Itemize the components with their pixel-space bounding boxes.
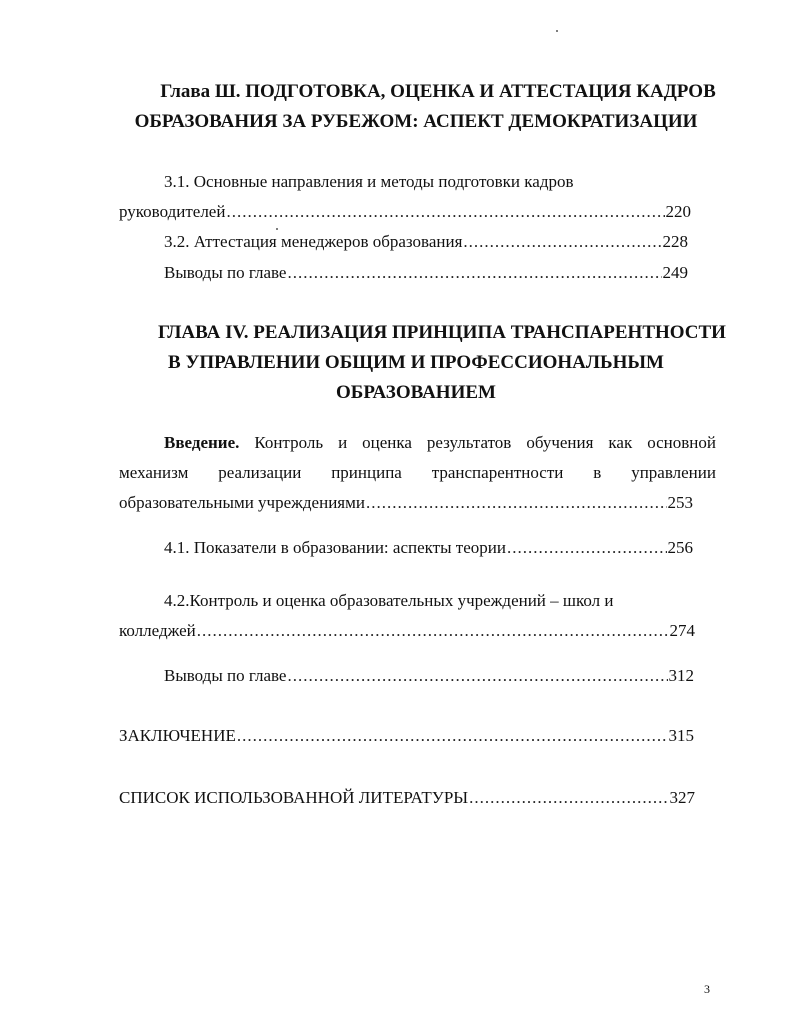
chapter3-title-line1: Глава Ш. ПОДГОТОВКА, ОЦЕНКА И АТТЕСТАЦИЯ КАДРОВ <box>160 81 716 102</box>
leader-dots <box>287 664 667 688</box>
leader-dots <box>237 724 668 748</box>
toc-4-1-entry <box>164 536 693 560</box>
toc-4-2-entry <box>119 619 695 643</box>
toc-ch3-conclusions-entry <box>164 261 688 285</box>
toc-4-2-line1: 4.2.Контроль и оценка образовательных учреждений – школ и <box>164 591 614 610</box>
toc-ch4-conclusions-page: 312 <box>668 666 694 685</box>
toc-conclusion-title: ЗАКЛЮЧЕНИЕ <box>119 726 236 745</box>
intro-word: как <box>608 433 633 452</box>
intro-word: основной <box>647 433 716 452</box>
toc-3-2-page: 228 <box>662 232 688 251</box>
chapter3-title-line2: ОБРАЗОВАНИЯ ЗА РУБЕЖОМ: АСПЕКТ ДЕМОКРАТИЗАЦИИ <box>134 111 698 132</box>
toc-3-2-title: 3.2. Аттестация менеджеров образования <box>164 232 463 251</box>
intro-word: транспарентности <box>431 463 564 482</box>
leader-dots <box>226 200 664 224</box>
toc-conclusion-entry <box>119 724 694 748</box>
intro-word: управлении <box>631 463 716 482</box>
toc-ch4-conclusions-entry <box>164 664 694 688</box>
intro-line3: образовательными учреждениями <box>119 493 365 512</box>
toc-ch3-conclusions-page: 249 <box>662 263 688 282</box>
toc-conclusion-page: 315 <box>668 726 694 745</box>
scan-speck <box>276 228 278 230</box>
toc-references-page: 327 <box>669 788 695 807</box>
toc-3-1-line1: 3.1. Основные направления и методы подготовки кадров <box>164 172 574 191</box>
toc-4-1-page: 256 <box>667 538 693 557</box>
toc-4-2-line2: колледжей <box>119 621 196 640</box>
intro-line1 <box>164 431 716 455</box>
toc-3-2-entry <box>164 230 688 254</box>
intro-word: обучения <box>526 433 594 452</box>
intro-word: результатов <box>426 433 512 452</box>
toc-references-entry <box>119 786 695 810</box>
leader-dots <box>469 786 668 810</box>
toc-intro-page: 253 <box>667 493 693 512</box>
intro-word: оценка <box>362 433 412 452</box>
leader-dots <box>463 230 661 254</box>
toc-4-1-title: 4.1. Показатели в образовании: аспекты теории <box>164 538 506 557</box>
toc-ch3-conclusions-title: Выводы по главе <box>164 263 287 282</box>
chapter4-title-line3: ОБРАЗОВАНИЕМ <box>336 382 496 403</box>
toc-ch4-conclusions-title: Выводы по главе <box>164 666 287 685</box>
toc-3-1-line2: руководителей <box>119 202 226 221</box>
page-number: 3 <box>704 982 710 996</box>
leader-dots <box>197 619 669 643</box>
toc-references-title: СПИСОК ИСПОЛЬЗОВАННОЙ ЛИТЕРАТУРЫ <box>119 788 469 807</box>
intro-word: в <box>593 463 602 482</box>
leader-dots <box>366 491 667 515</box>
intro-word: механизм <box>119 463 189 482</box>
intro-word: реализации <box>218 463 302 482</box>
toc-3-1-entry <box>119 200 691 224</box>
toc-intro-entry <box>119 491 693 515</box>
intro-word: Контроль <box>254 433 324 452</box>
intro-line2 <box>119 461 716 485</box>
intro-word: принципа <box>331 463 402 482</box>
leader-dots <box>287 261 661 285</box>
chapter4-title-line2: В УПРАВЛЕНИИ ОБЩИМ И ПРОФЕССИОНАЛЬНЫМ <box>168 352 664 373</box>
intro-label: Введение. <box>164 433 240 452</box>
chapter4-title-line1: ГЛАВА IV. РЕАЛИЗАЦИЯ ПРИНЦИПА ТРАНСПАРЕНТНОСТИ <box>158 322 726 343</box>
leader-dots <box>507 536 667 560</box>
scan-speck <box>556 30 558 32</box>
toc-4-2-page: 274 <box>669 621 695 640</box>
toc-3-1-page: 220 <box>665 202 691 221</box>
intro-word: и <box>338 433 348 452</box>
